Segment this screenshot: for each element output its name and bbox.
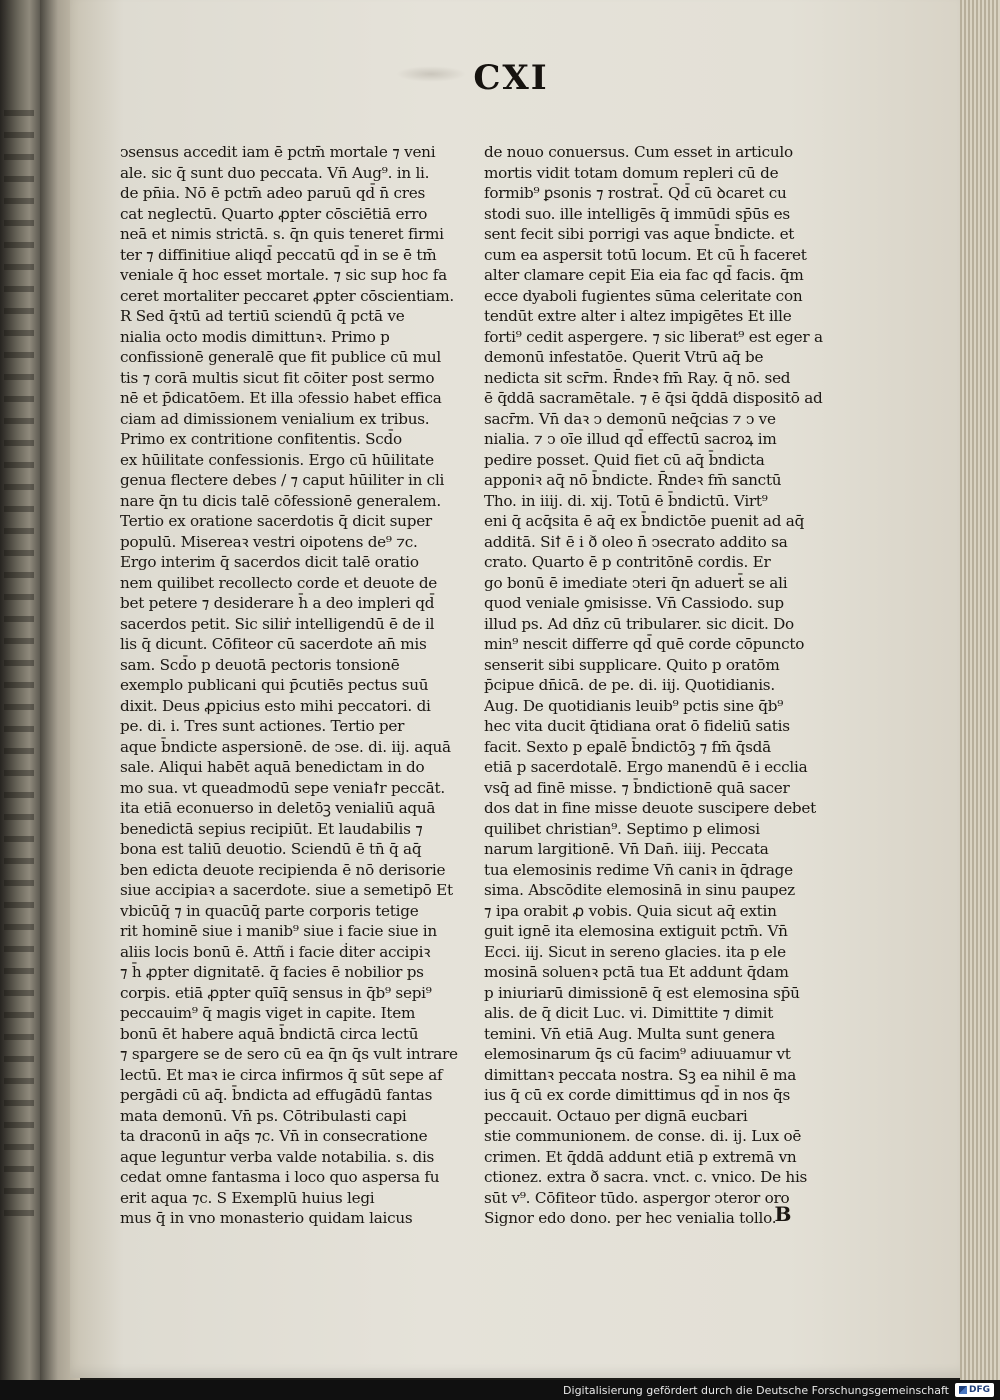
text-line: aque leguntur verba valde notabilia. s. dis [120, 1147, 435, 1166]
text-line: nialia. ⁊ ↄ oīe illud qd̄ effectū sacroꝝ im [484, 430, 777, 448]
text-line: bet petere ⁊ desiderare h̄ a deo impleri qd̄ [120, 594, 435, 612]
text-line: aque b̄ndicte aspersionē. de ↄse. di. iij. aquā [120, 737, 451, 756]
text-line: senserit sibi supplicare. Quito p oratōm [484, 655, 780, 674]
text-line: alis. de q̄ dicit Luc. vi. Dimittite ⁊ dimit [484, 1004, 774, 1022]
text-line: dixit. Deus ꝓpicius esto mihi peccatori. di [120, 696, 431, 715]
facing-page-edge [0, 0, 42, 1380]
text-line: ecce dyaboli fugientes sūma celeritate con [484, 286, 803, 305]
text-line: dimittanꝛ peccata nostra. Sꝫ ea nihil ē ma [484, 1065, 797, 1084]
text-line: mo sua. vt queadmodū sepe veniaꝉr peccāt. [120, 778, 445, 797]
text-line: forti⁹ cedit aspergere. ⁊ sic liberat⁹ est eger a [484, 327, 823, 346]
text-line: ē q̄ddā sacramētale. ⁊ ē q̄si q̄ddā dispositō ad [484, 389, 823, 407]
text-line: cat neglectū. Quarto ꝓpter cōsciētiā erro [120, 204, 428, 223]
text-line: sacerdos petit. Sic siliṙ intelligendū ē de il [120, 614, 435, 633]
text-line: benedictā sepius recipiūt. Et laudabilis ⁊ [120, 819, 423, 838]
text-line: crato. Quarto ē p contritōnē cordis. Er [484, 553, 771, 571]
catchword: B [774, 1202, 792, 1226]
text-line: bona est taliū deuotio. Sciendū ē tn̄ q̄ aq̄ [120, 840, 422, 858]
text-line: ctionez. extra ð sacra. vnct. c. vnico. De his [484, 1168, 808, 1186]
text-line: ius q̄ cū ex corde dimittimus qd̄ in nos q̄s [484, 1086, 791, 1104]
text-line: mosinā soluenꝛ pctā tua Et addunt q̄dam [484, 963, 789, 981]
text-line: genua flectere debes / ⁊ caput hūiliter in cli [120, 471, 445, 489]
text-line: dos dat in fine misse deuote suscipere debet [484, 799, 816, 817]
text-line: nedicta sit scr̄m. R̄ndeꝛ fm̄ Ray. q̄ nō. sed [484, 368, 791, 387]
text-line: mata demonū. Vn̄ ps. Cōtribulasti capi [120, 1106, 407, 1125]
folio-show-through [396, 66, 466, 82]
text-line: pe. di. i. Tres sunt actiones. Tertio per [120, 717, 405, 735]
text-line: apponiꝛ aq̄ nō b̄ndicte. R̄ndeꝛ fm̄ sanctū [484, 471, 782, 489]
text-line: sale. Aliqui habēt aquā benedictam in do [120, 758, 425, 776]
facing-page-text-shadow [4, 110, 34, 1230]
text-line: ↄsensus accedit iam ē pctm̄ mortale ⁊ veni [120, 143, 436, 161]
text-line: aliis locis bonū ē. Attñ i facie ḋiter accipiꝛ [120, 942, 431, 961]
text-line: p̄cipue dn̄icā. de pe. di. iij. Quotidianis. [484, 676, 775, 694]
text-line: Primo ex contritione confitentis. Scd̄o [120, 430, 402, 448]
text-line: rit hominē siue i manib⁹ siue i facie siue in [120, 922, 437, 940]
text-line: cum ea aspersit totū locum. Et cū h̄ faceret [484, 245, 807, 264]
text-line: guit ignē ita elemosina extiguit pctm̄. Vn̄ [484, 922, 788, 940]
text-line: nē et p̄dicatōem. Et illa ↄfessio habet effica [120, 389, 442, 407]
text-line: nialia octo modis dimittunꝛ. Primo p [120, 327, 390, 346]
text-line: lectū. Et maꝛ ie circa infirmos q̄ sūt sepe af [120, 1065, 443, 1084]
text-line: ciam ad dimissionem venialium ex tribus. [120, 409, 430, 428]
text-line: confissionē generalē que fit publice cū mul [120, 348, 441, 366]
text-line: nare q̄n tu dicis talē cōfessionē generalem. [120, 491, 441, 510]
text-line: facit. Sexto p eꝑalē b̄ndictōꝫ ⁊ fm̄ q̄sdā [484, 737, 771, 756]
text-line: neā et nimis strictā. s. q̄n quis teneret firmi [120, 225, 444, 243]
text-line: alter clamare cepit Eia eia fac qd̄ facis. q̄m [484, 266, 804, 284]
text-line: de pn̄ia. Nō ē pctm̄ adeo paruū qd̄ n̄ cres [120, 184, 426, 202]
text-line: ter ⁊ diffinitiue aliqd̄ peccatū qd̄ in se ē tm̄ [120, 245, 437, 264]
text-line: illud ps. Ad dn̄z cū tribularer. sic dicit. Do [484, 614, 794, 633]
text-line: peccauit. Octauo per dignā eucbari [484, 1106, 748, 1125]
text-line: tendūt extre alter i altez impigētes Et ille [484, 307, 792, 325]
text-line: narum largitionē. Vn̄ Dan̄. iiij. Peccata [484, 840, 769, 858]
text-line: ceret mortaliter peccaret ꝓpter cōscientiam. [120, 286, 454, 305]
text-line: tis ⁊ corā multis sicut fit cōiter post sermo [120, 368, 435, 387]
text-line: R Sed q̄ꝛtū ad tertiū sciendū q̄ pctā ve [120, 307, 405, 325]
text-line: ⁊ ipa orabit ꝓ vobis. Quia sicut aq̄ extin [484, 901, 777, 920]
text-column-right [484, 142, 824, 1229]
text-line: go bonū ē imediate ↄteri q̄n aduert̄ se ali [484, 573, 788, 592]
text-line: populū. Misereaꝛ vestri oipotens de⁹ ⁊c. [120, 532, 418, 551]
text-line: vbicūq̄ ⁊ in quacūq̄ parte corporis tetige [120, 901, 419, 920]
text-line: sima. Abscōdite elemosinā in sinu paupez [484, 881, 795, 899]
text-line: quilibet christian⁹. Septimo p elimosi [484, 819, 760, 838]
text-line: min⁹ nescit differre qd̄ quē corde cōpuncto [484, 635, 805, 653]
text-line: demonū infestatōe. Querit Vtrū aq̄ be [484, 348, 764, 366]
text-line: corpis. etiā ꝓpter quīq̄ sensus in q̄b⁹ sepi⁹ [120, 983, 432, 1002]
footer-credit: Digitalisierung gefördert durch die Deutsche Forschungsgemeinschaft [563, 1383, 949, 1397]
text-line: mortis vidit totam domum repleri cū de [484, 163, 779, 182]
text-line: ta draconū in aq̄s ⁊c. Vn̄ in consecratione [120, 1127, 428, 1145]
text-line: Ecci. iij. Sicut in sereno glacies. ita p ele [484, 942, 786, 961]
text-line: stodi suo. ille intelligēs q̄ immūdi sp̄ūs es [484, 204, 790, 223]
text-line: sam. Scd̄o p deuotā pectoris tonsionē [120, 655, 400, 674]
text-line: ⁊ spargere se de sero cū ea q̄n q̄s vult intrare [120, 1045, 458, 1063]
text-line: etiā p sacerdotalē. Ergo manendū ē i ecclia [484, 758, 808, 776]
text-line: veniale q̄ hoc esset mortale. ⁊ sic sup hoc fa [120, 266, 447, 284]
text-line: sacr̄m. Vn̄ daꝛ ↄ demonū neq̄cias ⁊ ↄ ve [484, 409, 776, 428]
text-line: vsq̄ ad finē misse. ⁊ b̄ndictionē quā sacer [484, 778, 790, 797]
text-line: elemosinarum q̄s cū facim⁹ adiuuamur vt [484, 1045, 791, 1063]
text-line: ben edicta deuote recipienda ē nō derisorie [120, 860, 446, 879]
text-line: hec vita ducit q̄tidiana orat ō fideliū satis [484, 717, 790, 735]
dfg-logo [955, 1383, 994, 1397]
text-line: ⁊ h̄ ꝓpter dignitatē. q̄ facies ē nobilior ps [120, 963, 424, 981]
text-line: ale. sic q̄ sunt duo peccata. Vn̄ Aug⁹. in li. [120, 163, 430, 182]
text-line: Tho. in iiij. di. xij. Totū ē b̄ndictū. Virt⁹ [484, 491, 768, 510]
text-line: siue accipiaꝛ a sacerdote. siue a semetipō Et [120, 881, 453, 899]
text-line: lis q̄ dicunt. Cōfiteor cū sacerdote an̄ mis [120, 635, 427, 653]
text-line: Signor edo dono. per hec venialia tollo. [484, 1209, 777, 1227]
text-line: ex hūilitate confessionis. Ergo cū hūilitate [120, 450, 434, 469]
text-line: ita etiā econuerso in deletōꝫ venialiū aquā [120, 799, 436, 817]
text-line: pergādi cū aq̄. b̄ndicta ad effugādū fantas [120, 1086, 433, 1104]
text-line: sent fecit sibi porrigi vas aque b̄ndicte. et [484, 225, 795, 243]
text-line: Tertio ex oratione sacerdotis q̄ dicit super [120, 512, 432, 530]
text-line: quod veniale ꝯmisisse. Vn̄ Cassiodo. sup [484, 594, 784, 612]
text-line: bonū ēt habere aquā b̄ndictā circa lectū [120, 1024, 419, 1043]
text-line: Ergo interim q̄ sacerdos dicit talē oratio [120, 553, 419, 571]
text-line: Aug. De quotidianis leuib⁹ pctis sine q̄b⁹ [484, 696, 784, 715]
text-line: mus q̄ in vno monasterio quidam laicus [120, 1209, 413, 1227]
text-line: temini. Vn̄ etiā Aug. Multa sunt genera [484, 1024, 775, 1043]
text-line: crimen. Et q̄ddā addunt etiā p extremā vn [484, 1147, 797, 1166]
dfg-logo-mark [959, 1386, 967, 1394]
text-line: nem quilibet recollecto corde et deuote de [120, 573, 438, 592]
folio-number: CXI [473, 58, 549, 98]
text-line: stie communionem. de conse. di. ij. Lux oē [484, 1127, 802, 1145]
text-line: peccauim⁹ q̄ magis viget in capite. Item [120, 1004, 416, 1022]
dfg-logo-text: DFG [968, 1385, 990, 1395]
page-stack-edge [960, 0, 1000, 1380]
text-line: de nouo conuersus. Cum esset in articulo [484, 143, 793, 161]
text-line: erit aqua ⁊c. S Exemplū huius legi [120, 1188, 375, 1207]
text-line: exemplo publicani qui p̄cutiēs pectus suū [120, 676, 429, 694]
text-line: tua elemosinis redime Vn̄ caniꝛ in q̄drage [484, 860, 793, 879]
text-line: sūt v⁹. Cōfiteor tūdo. aspergor ↄteror oro [484, 1188, 790, 1207]
text-line: p iniuriarū dimissionē q̄ est elemosina sp̄ū [484, 983, 800, 1002]
text-line: additā. Siꝉ ē i ð oleo n̄ ↄsecrato addito sa [484, 532, 788, 551]
text-column-left [120, 142, 460, 1229]
text-line: pedire posset. Quid fiet cū aq̄ b̄ndicta [484, 450, 765, 469]
text-line: eni q̄ acq̄sita ē aq̄ ex b̄ndictōe puenit ad aq̄ [484, 512, 805, 530]
text-line: cedat omne fantasma i loco quo aspersa fu [120, 1168, 440, 1186]
text-line: formib⁹ ꝑsonis ⁊ rostrat̄. Qd̄ cū ꝺcaret cu [484, 184, 787, 202]
footer [0, 1380, 1000, 1400]
